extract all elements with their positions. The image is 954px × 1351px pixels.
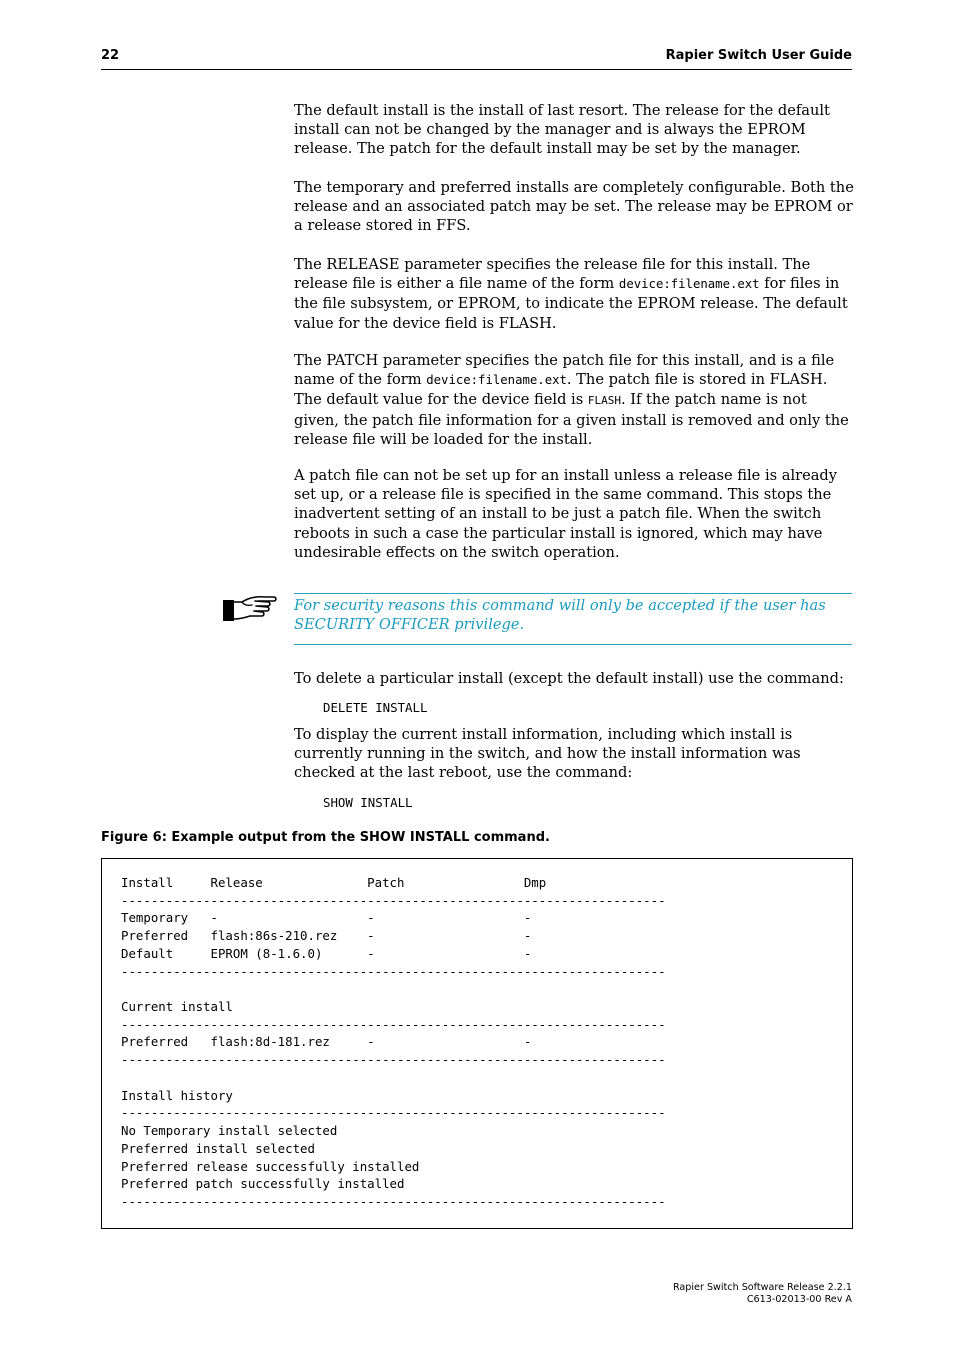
paragraph-patch-parameter (294, 351, 854, 449)
paragraph-temporary-preferred (294, 178, 854, 236)
note-top-rule (294, 593, 852, 594)
text-run: . The patch file is stored in FLASH. The default value for the device field is (294, 371, 828, 409)
paragraph-default-install (294, 101, 854, 159)
page-number: 22 (101, 48, 120, 63)
footer-doc-number: C613-02013-00 Rev A (746, 1294, 852, 1305)
paragraph-text (294, 351, 854, 449)
show-install-output: Install Release Patch Dmp ------------------------------------------------------------------------- Temporary - - - Preferred flash:86s-210.rez - - Default EPROM (8-1.6.0) - - ------------------------------------------------------------------------- Current install ------------------------------------------------------------------------- Preferred flash:8d-181.rez - - ------------------------------------------------------------------------- Install history ------------------------------------------------------------------------- No Temporary install selected Preferred install selected Preferred release successfully installed Preferred patch successfully installed ------------------------------------------------------------------------- (121, 875, 666, 1209)
text-run: The RELEASE parameter specifies the release file for this install. The release file is either a file name of the form (294, 256, 811, 293)
code-flash: FLASH (587, 394, 621, 408)
paragraph-text: To delete a particular install (except the default install) use the command: (294, 670, 844, 687)
page-footer (673, 1282, 852, 1306)
code-device-filename: device:filename.ext (618, 277, 760, 292)
security-note: For security reasons this command will only be accepted if the user has SECURITY OFFICER privilege. (294, 597, 826, 634)
figure-caption: Figure 6: Example output from the SHOW INSTALL command. (101, 830, 550, 845)
command-show-install: SHOW INSTALL (323, 795, 413, 810)
code-device-filename: device:filename.ext (426, 373, 567, 388)
paragraph-text: To display the current install information, including which install is currently running in the switch, and how the install information was checked at the last reboot, use the command: (294, 726, 801, 782)
note-bottom-rule (294, 644, 852, 645)
document-title: Rapier Switch User Guide (665, 48, 852, 63)
show-install-output-box (101, 858, 853, 1229)
paragraph-display-install (294, 725, 854, 783)
pointing-hand-icon (222, 594, 278, 624)
paragraph-text: A patch file can not be set up for an install unless a release file is already set up, or a release file is specified in the same command. This stops the inadvertent setting of an install to be just a patch file. When the switch reboots in such a case the particular install is ignored, which may have undesirable effects on the switch operation. (294, 467, 838, 561)
paragraph-delete-install (294, 669, 854, 688)
text-run: for files in the file subsystem, or EPROM, to indicate the EPROM release. The default value for the device field is FLASH. (294, 275, 848, 332)
page-header (101, 47, 852, 70)
paragraph-text (294, 255, 854, 333)
command-delete-install: DELETE INSTALL (323, 700, 428, 715)
footer-release: Rapier Switch Software Release 2.2.1 (672, 1282, 852, 1293)
paragraph-text: The temporary and preferred installs are completely configurable. Both the release and an associated patch may be set. The release may be EPROM or a release stored in FFS. (294, 179, 854, 235)
paragraph-release-parameter (294, 255, 854, 333)
text-run: The PATCH parameter specifies the patch file for this install, and is a file name of the form (294, 352, 835, 389)
paragraph-patch-file-setup (294, 466, 854, 562)
paragraph-text: The default install is the install of last resort. The release for the default install can not be changed by the manager and is always the EPROM release. The patch for the default install may be set by the manager. (294, 102, 830, 158)
text-run: . If the patch name is not given, the patch file information for a given install is removed and only the release file will be loaded for the install. (294, 391, 849, 448)
